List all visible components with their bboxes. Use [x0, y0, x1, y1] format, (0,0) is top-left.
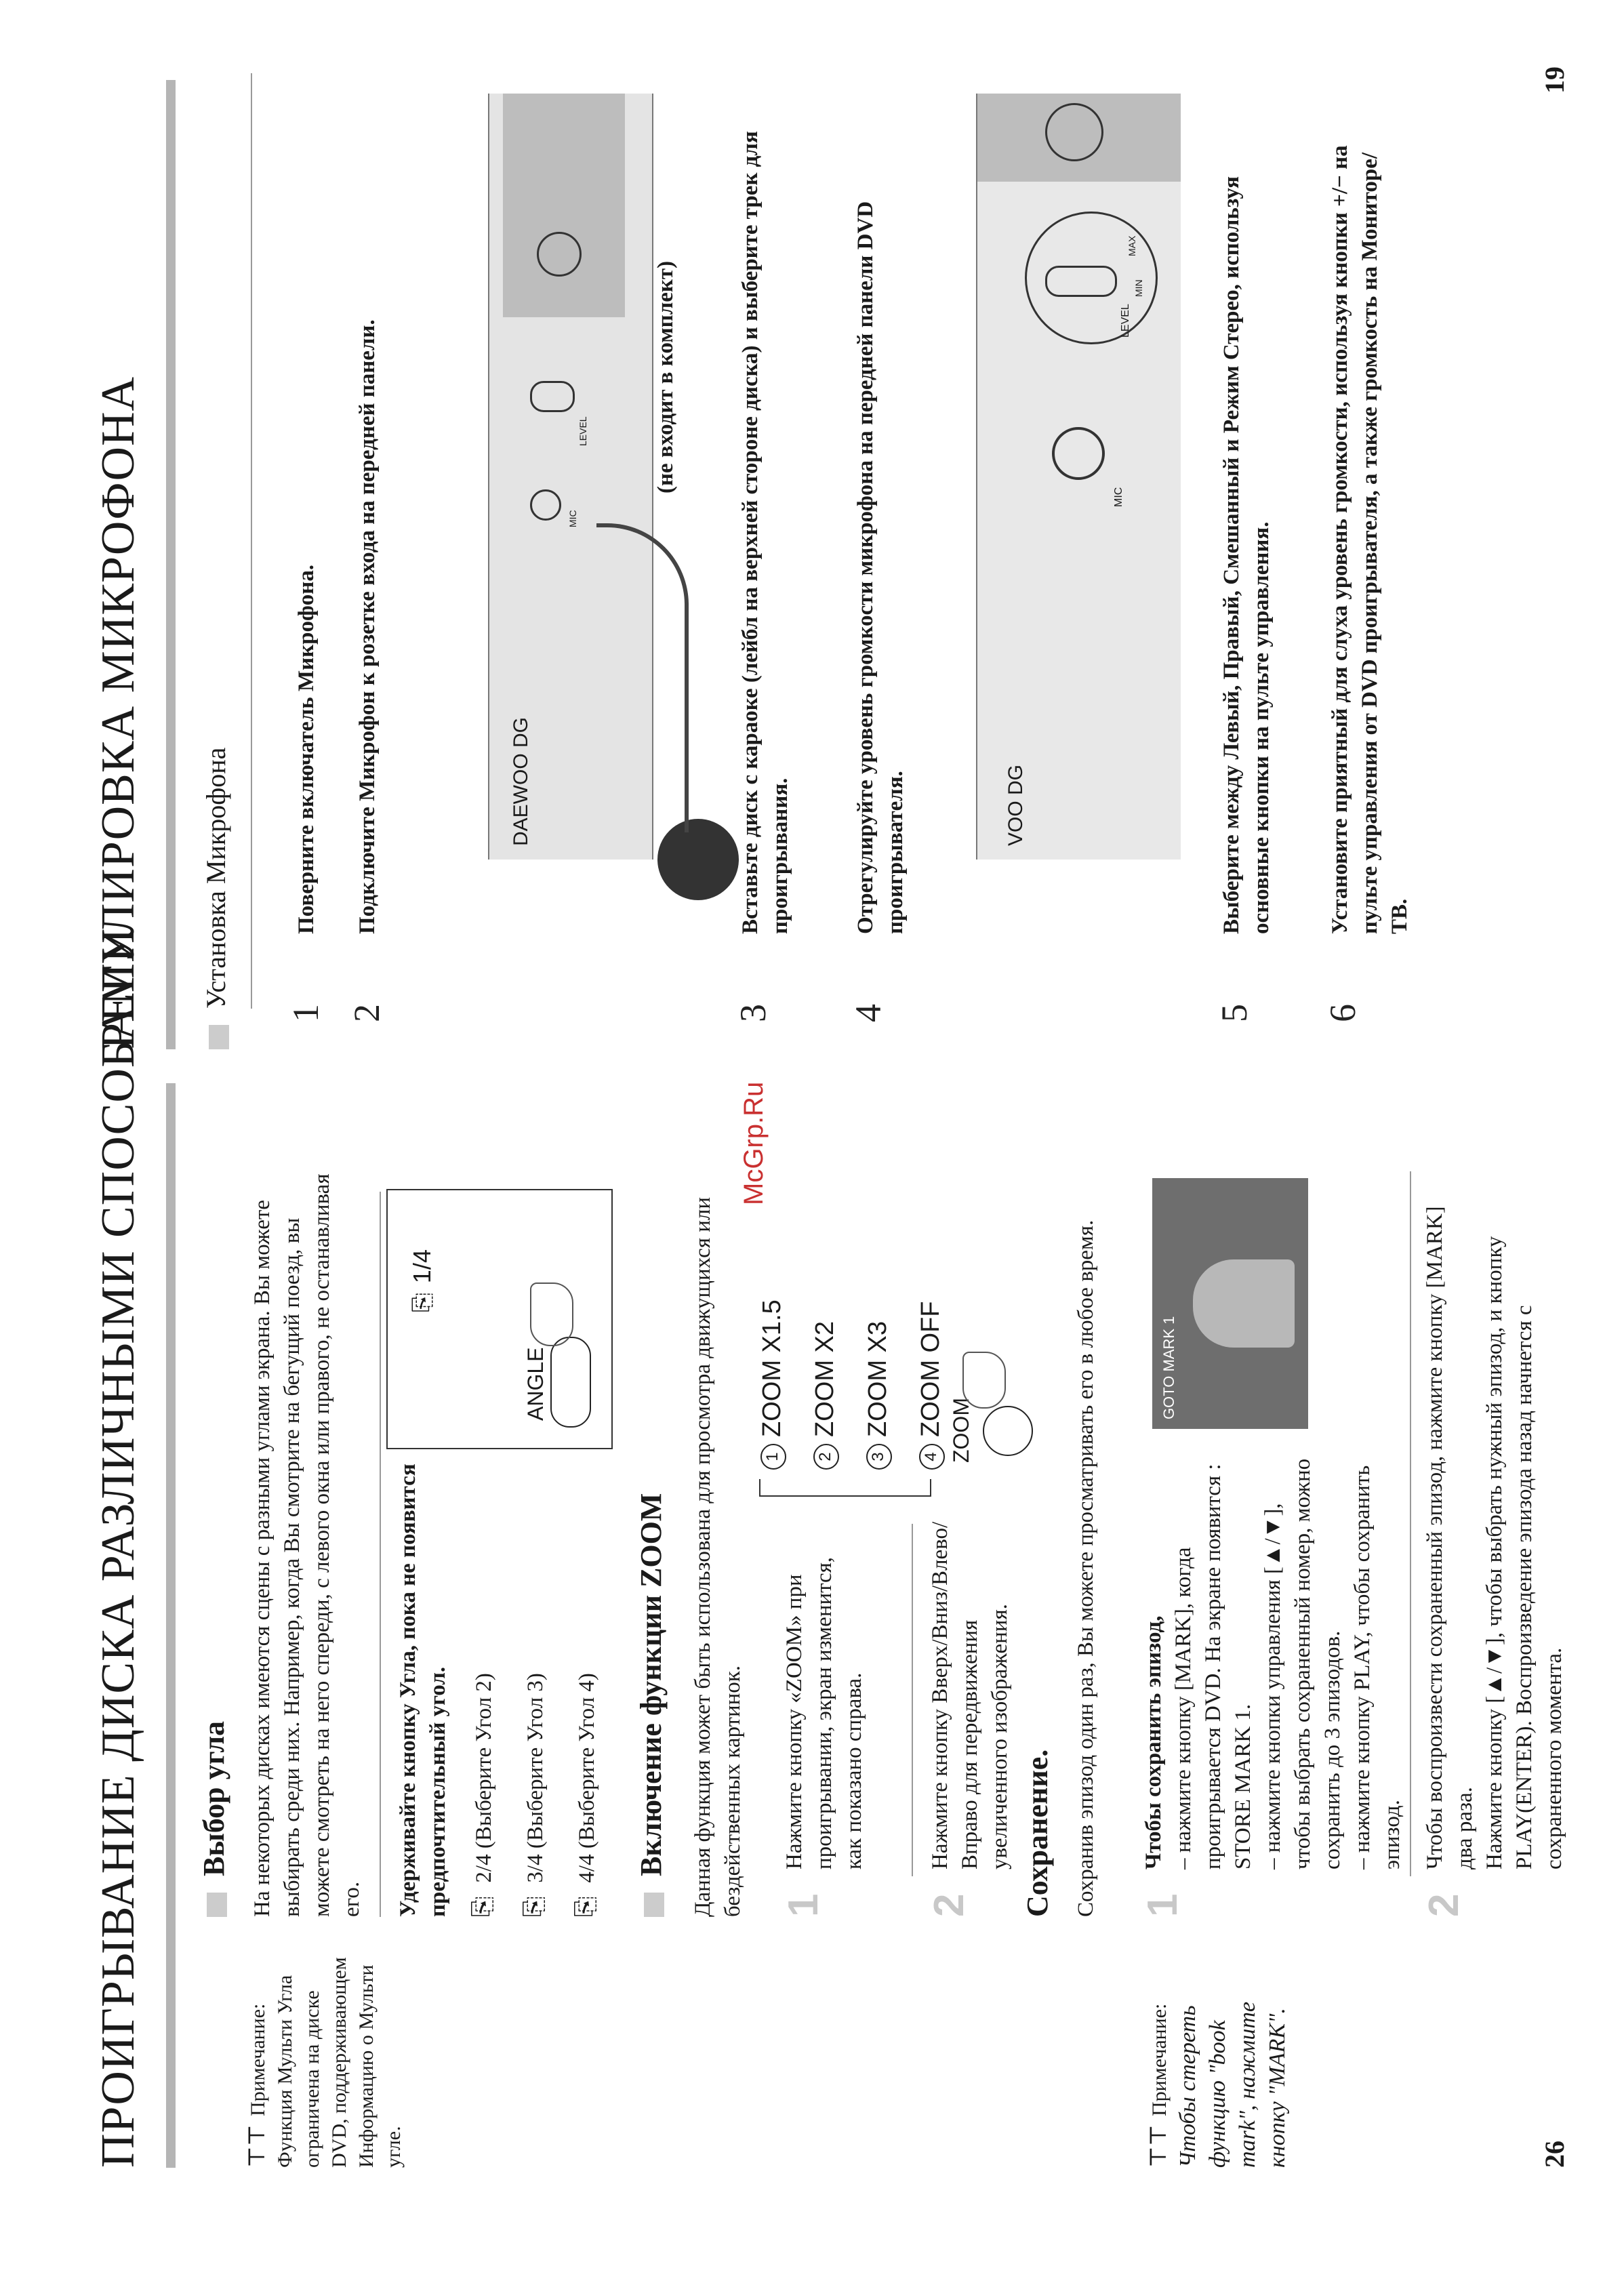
- zoom-level: 3ZOOM X3: [851, 1299, 904, 1470]
- title-underline-bar: [166, 1083, 176, 2168]
- mic-step: Установите приятный для слуха уровень громкости, используя кнопки +/− на пульте управления от DVD проигрывателя, а также громкость на Мониторе/ТВ.: [1328, 145, 1412, 934]
- level-label: LEVEL: [577, 416, 588, 446]
- step-number-icon: 1: [1139, 1893, 1186, 1917]
- save-step2-line: Чтобы воспроизвести сохраненный эпизод, нажмите кнопку [MARK] два раза.: [1423, 1206, 1477, 1870]
- mic-step: Подключите Микрофон к розетке входа на передней панели.: [355, 319, 380, 934]
- level-knob-icon: [1045, 266, 1117, 297]
- divider: [251, 73, 252, 1009]
- angle-screen-value: ⎘1/4: [408, 1249, 436, 1312]
- left-page-title: ПРОИГРЫВАНИЕ ДИСКА РАЗЛИЧНЫМИ СПОСОБАМИ: [92, 927, 144, 2168]
- save-step1: [1139, 1442, 1407, 1870]
- angle-section: [197, 1158, 367, 1917]
- button-icon: [1045, 103, 1103, 161]
- angle-options-list: [468, 1510, 602, 1917]
- zoom-level: 4ZOOM OFF: [904, 1299, 957, 1470]
- save-step1-item: – нажмите кнопку [MARK], когда проигрывается DVD. На экране появится : STORE MARK 1.: [1171, 1463, 1255, 1870]
- save-intro: Сохранив эпизод один раз, Вы можете просматривать его в любое время.: [1074, 1219, 1098, 1917]
- brand-logo: DAEWOO DG: [510, 716, 532, 846]
- note-bookmark: [1145, 1964, 1293, 2168]
- button-icon: [537, 232, 582, 277]
- hand-pointer-icon: [530, 1282, 573, 1346]
- step-number: 1: [285, 1004, 326, 1022]
- step-number: 4: [848, 1004, 889, 1022]
- angle-option: ⎘2/4 (Выберите Угол 2): [468, 1673, 497, 1917]
- save-step2-line: Нажмите кнопку [▲/▼], чтобы выбрать нужный эпизод, и кнопку PLAY(ENTER). Воспроизведение эпизода назад начнется с сохраненного момента.: [1482, 1236, 1566, 1870]
- angle-button-label: ANGLE: [523, 1347, 548, 1421]
- display-window: [503, 94, 625, 317]
- mic-step: Отрегулируйте уровень громкости микрофона на передней панели DVD проигрывателя.: [853, 201, 908, 934]
- zoom-level: 1ZOOM X1.5: [746, 1299, 798, 1470]
- mic-label: MIC: [567, 510, 578, 527]
- save-step2: [1420, 1171, 1569, 1870]
- angle-heading: Выбор угла: [197, 1158, 231, 1917]
- divider: [380, 1192, 381, 1917]
- angle-screen-illustration: [386, 1189, 613, 1449]
- divider: [912, 1524, 913, 1876]
- save-heading: Сохранение.: [1021, 1749, 1054, 1917]
- angle-icon: ⎘: [408, 1293, 436, 1312]
- min-label: MIN: [1133, 279, 1144, 297]
- step-number: 6: [1322, 1004, 1363, 1022]
- angle-icon: ⎘: [571, 1896, 600, 1917]
- zoom-button-label: ZOOM: [949, 1398, 973, 1463]
- person-image: [1193, 1259, 1295, 1348]
- note-icon: ⊤⊤: [245, 2124, 270, 2168]
- note-multi-angle: [244, 1944, 407, 2168]
- title-underline-bar: [166, 80, 176, 1049]
- note-label: ⊤⊤Примечание:: [1146, 2003, 1171, 2168]
- level-knob-icon: [530, 381, 575, 412]
- save-step1-item: – нажмите кнопки управления [▲/▼], чтобы выбрать сохраненный номер, можно сохранить до 3 эпизодов.: [1261, 1458, 1345, 1870]
- mic-step: Выберите между Левый, Правый, Смешанный и Режим Стерео, используя основные кнопки на пульте управления.: [1219, 176, 1274, 934]
- mic-label: MIC: [1113, 487, 1124, 507]
- note-text: Чтобы стереть функцию "book mark", нажмите кнопку "MARK".: [1175, 2002, 1290, 2168]
- zoom-step2: Нажмите кнопку Вверх/Вниз/Влево/Вправо для передвижения увеличенного изображения.: [928, 1521, 1012, 1870]
- bullet-icon: [209, 1025, 229, 1049]
- save-step1-item: – нажмите кнопку PLAY, чтобы сохранить эпизод.: [1350, 1465, 1404, 1870]
- section-heading: Установка Микрофона: [200, 748, 232, 1049]
- zoom-intro: Данная функция может быть использована для просмотра движущихся или бездейственных картинок.: [691, 1196, 745, 1917]
- screen-osd-text: GOTO MARK 1: [1160, 1316, 1177, 1419]
- zoom-step1: Нажмите кнопку «ZOOM» при проигрывании, экран изменится, как показано справа.: [782, 1556, 866, 1870]
- goto-mark-screen-photo: [1152, 1178, 1308, 1429]
- note-label: ⊤⊤Примечание:: [245, 2003, 270, 2168]
- not-included-caption: (не входит в комплект): [653, 260, 678, 493]
- angle-button-icon: [550, 1337, 591, 1428]
- zoom-heading: Включение функции ZOOM: [634, 1493, 668, 1917]
- bullet-icon: [644, 1893, 664, 1917]
- mic-jack-icon: [1052, 427, 1105, 480]
- right-page-title: РЕГУЛИРОВКА МИКРОФОНА: [92, 376, 144, 1049]
- mic-jack-icon: [530, 489, 561, 521]
- angle-option: ⎘3/4 (Выберите Угол 3): [520, 1673, 548, 1917]
- divider: [1410, 1171, 1411, 1876]
- max-label: MAX: [1126, 235, 1137, 256]
- note-icon: ⊤⊤: [1146, 2124, 1171, 2168]
- hand-pointer-icon: [962, 1352, 1006, 1409]
- note-text: Функция Мульти Угла ограничена на диске DVD, поддерживающем Информацию о Мульти угле.: [274, 1957, 405, 2168]
- angle-intro: На некоторых дисках имеются сцены с разными углами экрана. Вы можете выбирать среди них. Например, когда Вы смотрите на бегущий поезд, вы можете смотреть на него спереди, с левого окна или правого, не останавливая его.: [250, 1173, 364, 1917]
- step-number: 5: [1214, 1004, 1255, 1022]
- step-number-icon: 2: [1421, 1893, 1467, 1917]
- bullet-icon: [207, 1893, 227, 1917]
- zoom-cycle-arrow: [759, 1479, 931, 1497]
- zoom-button-icon: [983, 1406, 1033, 1456]
- page-number-left: 26: [1539, 2141, 1570, 2168]
- angle-icon: ⎘: [520, 1896, 548, 1917]
- angle-icon: ⎘: [468, 1896, 497, 1917]
- mic-step: Поверните включатель Микрофона.: [294, 564, 319, 934]
- zoom-levels-list: [746, 1299, 957, 1470]
- watermark: McGrp.Ru: [739, 1081, 769, 1205]
- front-panel-closeup: [976, 94, 1181, 860]
- zoom-level: 2ZOOM X2: [798, 1299, 851, 1470]
- step-number-icon: 1: [780, 1893, 827, 1917]
- step-number: 2: [346, 1004, 387, 1022]
- microphone-cable: [596, 523, 689, 832]
- level-label: LEVEL: [1120, 304, 1131, 338]
- brand-logo: VOO DG: [1004, 764, 1027, 846]
- step-number-icon: 2: [926, 1893, 973, 1917]
- page-number-right: 19: [1539, 66, 1570, 94]
- save-step1-title: Чтобы сохранить эпизод,: [1141, 1615, 1166, 1870]
- angle-instruction: Удерживайте кнопку Угла, пока не появится предпочтительный угол.: [396, 1463, 450, 1917]
- step-number: 3: [733, 1004, 773, 1022]
- mic-step: Вставьте диск с караоке (лейбл на верхней стороне диска) и выберите трек для проигрывания.: [738, 131, 792, 934]
- angle-option: ⎘4/4 (Выберите Угол 4): [571, 1673, 600, 1917]
